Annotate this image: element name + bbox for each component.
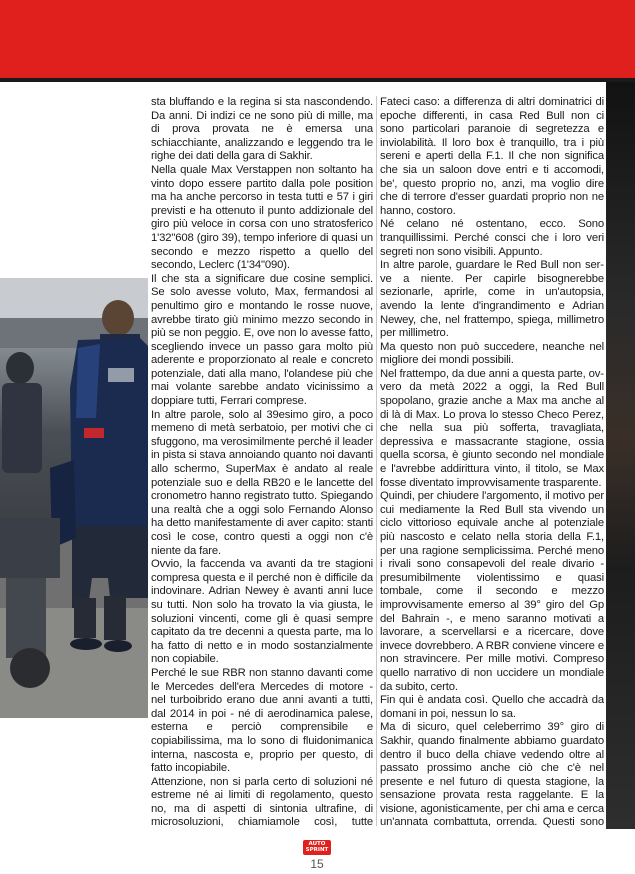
page-number: 15 — [310, 857, 324, 871]
paragraph: Fin qui è andata così. Quello che accadrà da domani in poi, nessun lo sa. — [380, 694, 604, 720]
paragraph: In altre parole, solo al 39esimo giro, a poco memeno di metà serbatoio, per motivi che ci sfuggono, ma verosimilmente perché il leader in pista si stava annoiando quanto noi davanti allo schermo, SuperMax è andato al reale potenziale suo e della RB20 e le lancette del cronometro hanno registrato tutto. Spiegando una realtà che a oggi solo Fernando Alonso ha detto manifestamente di aver capito: stanti così le cose, contro questi a oggi non c'è niente da fare. — [151, 408, 373, 557]
paragraph: Fateci caso: a differenza di altri dominatrici di epoche differenti, in casa Red Bull non ci sono particolari paranoie di segretezza e inviolabilità. Il loro box è tranquillo, tra i più sereni e aperti della F.1. Il che non significa che sia un saloon dove entri e ti accomodi, be', questo proprio no, anzi, ma voglio dire che di terrore d'esser guardati proprio non ne hanno, costoro. — [380, 96, 604, 217]
paragraph: sta bluffando e la regina si sta nascondendo. Da anni. Di indizi ce ne sono più di mille, ma di prova provata ne è emersa una schiacchiante, analizzando e leggendo tra le righe dei dati della gara di Sakhir. — [151, 96, 373, 163]
paragraph: Ovvio, la faccenda va avanti da tre stagioni compresa questa e il perché non è difficile da indovinare. Adrian Newey è avanti anni luce su tutti. Non solo ha trovato la via giusta, le soluzioni vincenti, come gli è quasi sempre capitato da tre decenni a questa parte, ma lo ha fatto di netto e in modo sostanzialmente non copiabile. — [151, 558, 373, 666]
logo-word-1: AUTO — [308, 841, 326, 847]
autosprint-logo — [303, 840, 331, 855]
article-column-1 — [151, 96, 373, 830]
top-red-band — [0, 0, 635, 78]
article-column-2 — [380, 96, 604, 830]
paragraph: Perché le sue RBR non stanno davanti come le Mercedes dell'era Mercedes di motore - nel turboibrido erano due anni avanti a tutti, dal 2014 in poi - né di aerodinamica palese, esterna e perciò comprensibile e copiabilissima, ma lo sono di fluidonimanica interna, nascosta e, proprio per questo, di fatto incopiabile. — [151, 666, 373, 775]
paragraph: Attenzione, non si parla certo di soluzioni né estreme né ai limiti di regolamento, questo no, ma di aspetti di sintonia ultrafine, di microsoluzioni, chiamiamole così, tutte — [151, 775, 373, 829]
paragraph-final — [380, 721, 604, 830]
paragraph: Né celano né ostentano, ecco. Sono tranquillissimi. Perché consci che i loro veri segreti non sono visibili. Appunto. — [380, 218, 604, 258]
paragraph: Quindi, per chiudere l'argomento, il motivo per cui mediamente la Red Bull sta vivendo un ciclo vittorioso equivale anche al potenziale più nascosto e celato nella storia della F.1, per una ragione semplicissima. Perché meno i rivali sono consapevoli del reale divario - presumibilmente violentissimo e quasi tombale, come il secondo e mezzo improvvisamente emerso al 39° giro del Gp del Bahrain -, e meno saranno motivati a lavorare, a scervellarsi e a ricercare, dove invece dovrebbero. A RBR conviene vincere e non stravincere. Per mille motivi. Compreso quello narrativo di non uccidere un mondiale da subito, certo. — [380, 490, 604, 693]
paragraph: In altre parole, guardare le Red Bull non serve a niente. Per capirle bisognerebbe sezionarle, aprirle, come in un'autopsia, avendo la lente d'ingrandimento e Adrian Newey, che, nel frattempo, spiega, millimetro per millimetro. — [380, 259, 604, 340]
logo-text — [303, 841, 331, 853]
top-dark-rule — [0, 78, 635, 82]
paragraph: Nella quale Max Verstappen non soltanto ha vinto dopo essere partito dalla pole position ma ha anche percorso in testa tutti e 57 i giri previsti e ha ottenuto il punto addizionale del giro più veloce in corsa con uno stratosferico 1'32"608 (giro 39), tempo inferiore di quasi un secondo e mezzo rispetto a quello del secondo, Leclerc (1'34"090). — [151, 163, 373, 272]
logo-word-2: SPRINT — [305, 847, 329, 853]
column-divider — [376, 96, 377, 826]
final-paragraph-text: Ma di sicuro, quel celeberrimo 39° giro di Sakhir, quando finalmente abbiamo guardato dentro il buco della chiave vedendo oltre al passato prossimo anche ciò che c'è nel presente e nel futuro di questa stagione, la sensazione provata resta raggelante. E la visione, agonisticamente, per chi ama e cerca un'annata combattuta, orrenda. Questi sono — [380, 721, 604, 829]
pitlane-photo — [0, 278, 148, 718]
paragraph: Ma questo non può succedere, neanche nel migliore dei mondi possibili. — [380, 340, 604, 367]
paragraph: Il che sta a significare due cosine semplici. Se solo avesse voluto, Max, fermandosi al penultimo giro e montando le rosse nuove, avrebbe tirato giù minimo mezzo secondo in più se non peggio. E, ove non lo avesse fatto, scegliendo invece un passo gara molto più aderente e proporzionato al reale e concreto potenziale, dati alla mano, l'olandese più che mai volante sarebbe andato vicinissimo a doppiare tutti, Ferrari comprese. — [151, 272, 373, 408]
paragraph: Nel frattempo, da due anni a questa parte, ovvero da metà 2022 a oggi, la Red Bull spopolano, grazie anche a Max ma anche al di là di Max. Lo prova lo stesso Checo Perez, che nella sua più sofferta, travagliata, depressiva e massacrante stagione, ossia quella scorsa, è giunto secondo nel mondiale e l'avrebbe addirittura vinto, il titolo, se Max fosse diventato improvvisamente trasparente. — [380, 367, 604, 489]
right-edge-photo — [606, 82, 635, 829]
team-member-photo — [0, 278, 148, 718]
